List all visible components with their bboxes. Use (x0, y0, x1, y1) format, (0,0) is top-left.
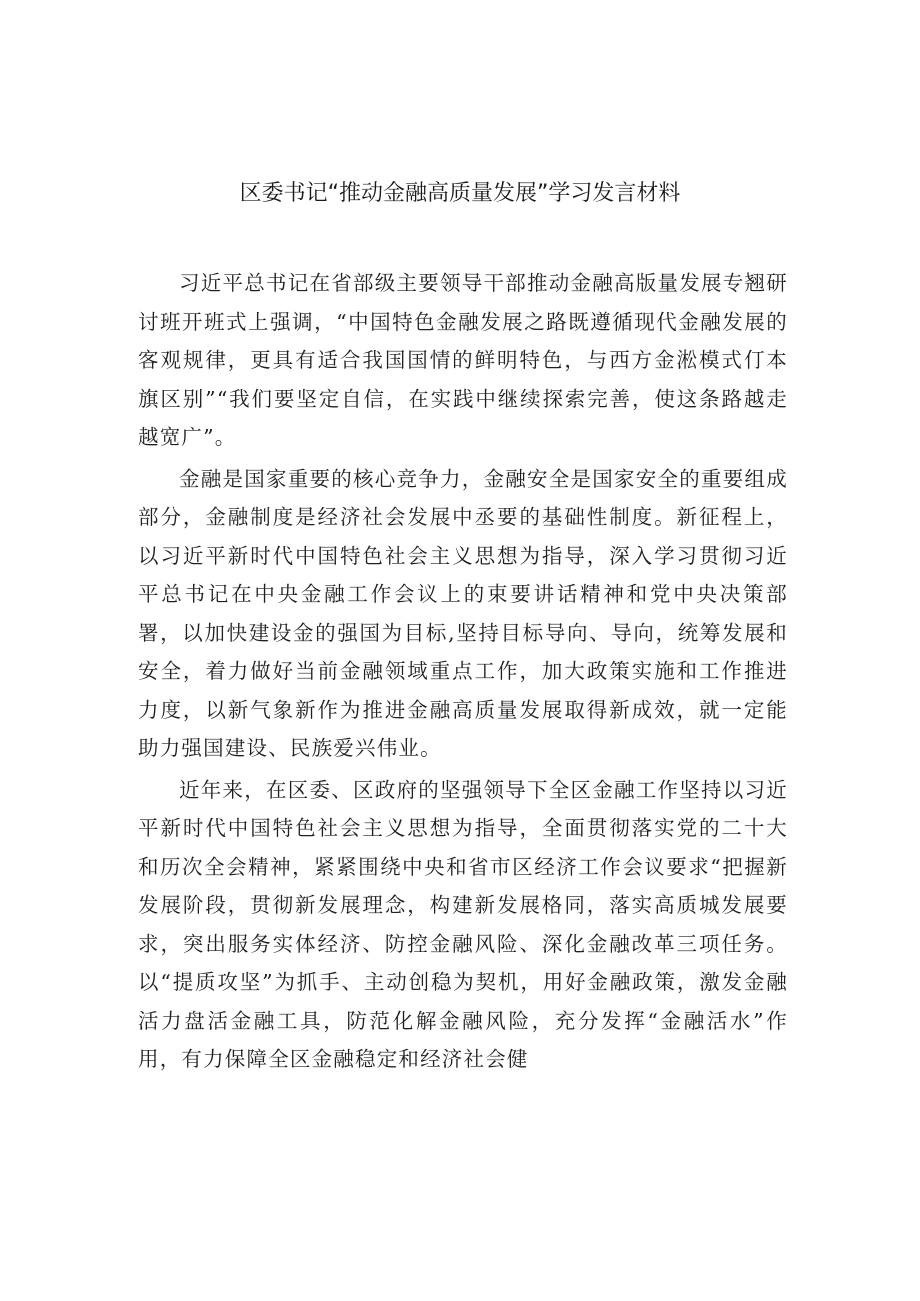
paragraph-2: 金融是国家重要的核心竞争力，金融安全是国家安全的重要组成部分，金融制度是经济社会发展中丞要的基础性制度。新征程上，以习近平新时代中国特色社会主义思想为指导，深入学习贯彻习近平总书记在中央金融工作会议上的束要讲话精神和党中央决策部署，以加快建设金的强国为目标,坚持目标导向、导向，统筹发展和安全，着力做好当前金融领域重点工作，加大政策实施和工作推进力度，以新气象新作为推进金融高质量发展取得新成效，就一定能助力强国建设、民族爱兴伟业。 (138, 466, 788, 760)
document-title: 区委书记“推动金融高质量发展”学习发言材料 (239, 181, 681, 206)
document-body (138, 264, 788, 1082)
paragraph-1: 习近平总书记在省部级主要领导干部推动金融高版量发展专翘研讨班开班式上强调，“中国特色金融发展之路既遵循现代金融发展的客观规律，更具有适合我国国情的鲜明特色，与西方金淞模式仃本旗区别”“我们要坚定自信，在实践中继续探索完善，使这条路越走越宽广”。 (138, 271, 788, 449)
paragraph-3: 近年来，在区委、区政府的坚强领导下全区金融工作坚持以习近平新时代中国特色社会主义思想为指导，全面贯彻落实党的二十大和历次全会精神，紧紧围绕中央和省市区经济工作会议要求“把握新发展阶段，贯彻新发展理念，构建新发展格同，落实高质城发展要求，突出服务实体经济、防控金融风险、深化金融改革三项任务。以“提质攻坚”为抓手、主动创稳为契机，用好金融政策，激发金融活力盘活金融工具，防范化解金融风险，充分发挥“金融活水”作用，有力保障全区金融稳定和经济社会健 (138, 777, 788, 1071)
